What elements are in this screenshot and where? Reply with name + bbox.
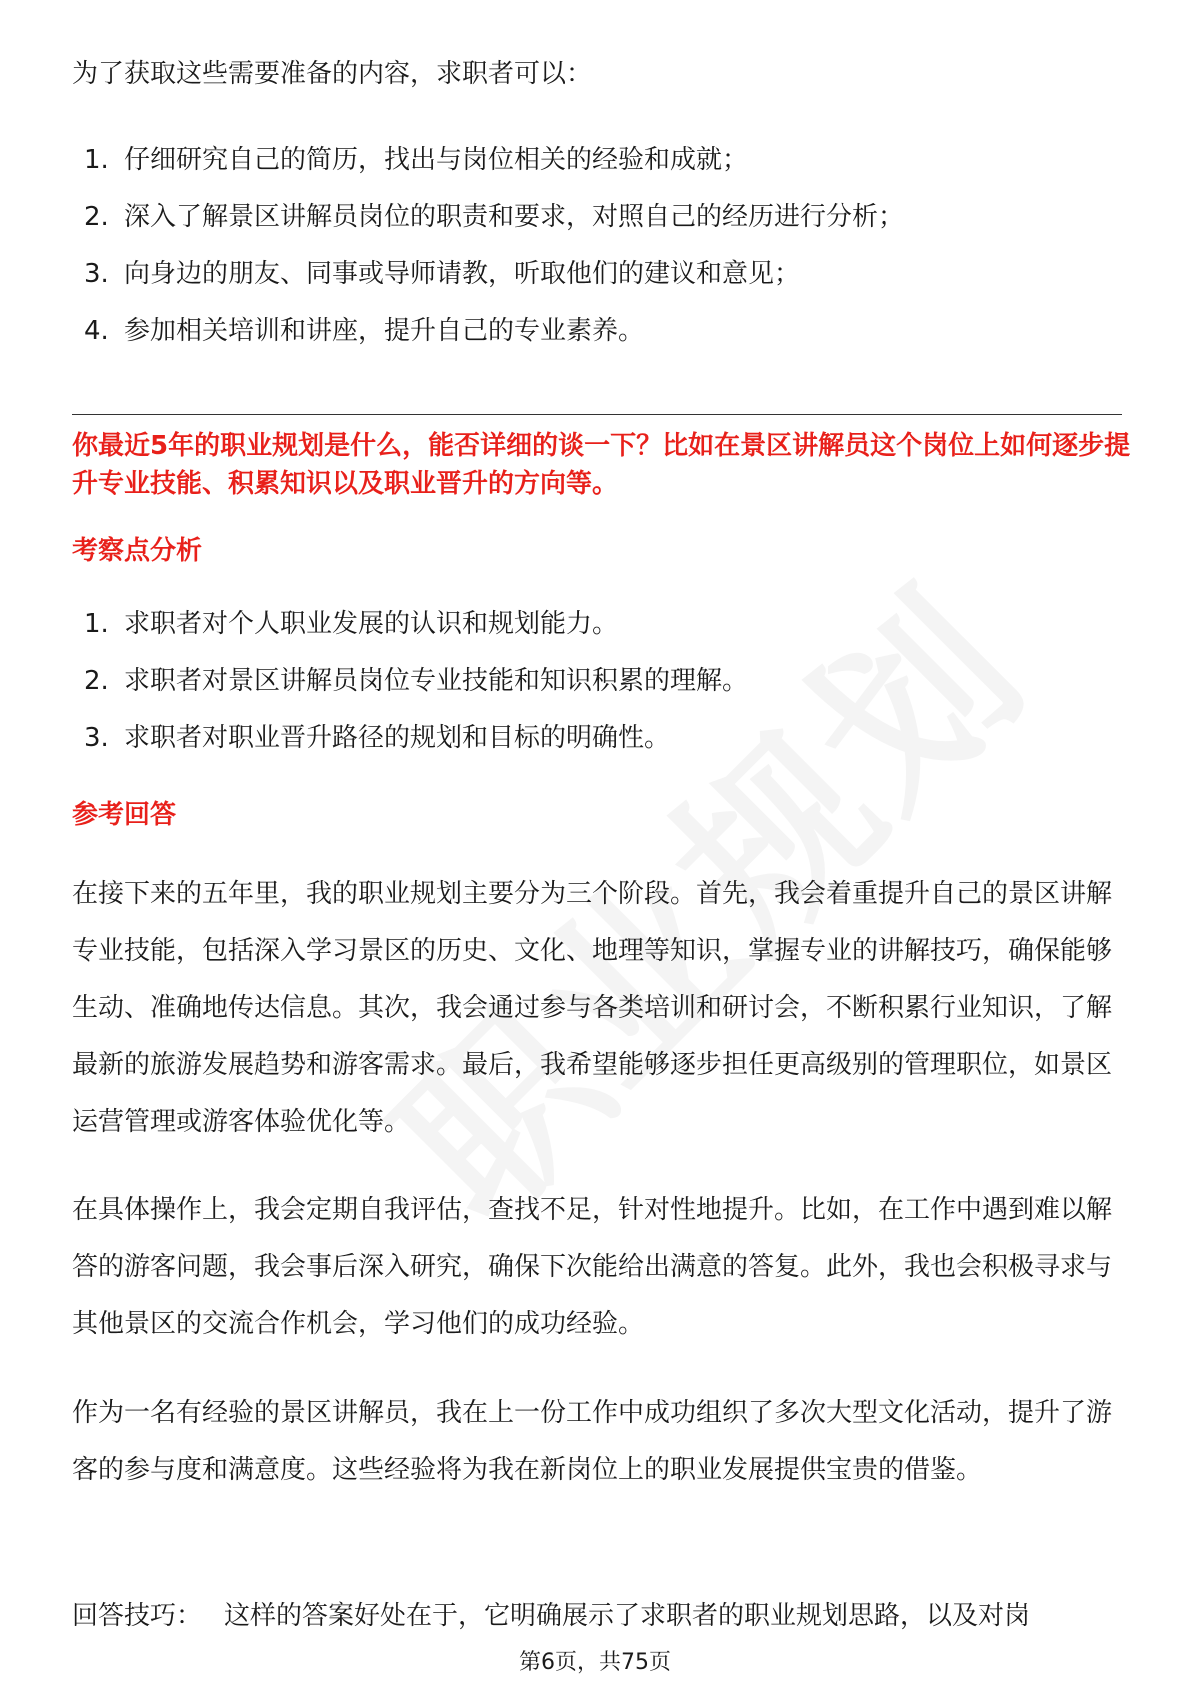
answer-paragraph: 作为一名有经验的景区讲解员，我在上一份工作中成功组织了多次大型文化活动，提升了游客的参与度和满意度。这些经验将为我在新岗位上的职业发展提供宝贵的借鉴。: [72, 1398, 1113, 1485]
list-item-text: 求职者对职业晋升路径的规划和目标的明确性。: [124, 723, 671, 753]
list-item-text: 求职者对景区讲解员岗位专业技能和知识积累的理解。: [124, 666, 749, 696]
answer-paragraph: 在具体操作上，我会定期自我评估，查找不足，针对性地提升。比如，在工作中遇到难以解答的游客问题，我会事后深入研究，确保下次能给出满意的答复。此外，我也会积极寻求与其他景区的交流合作机会，学习他们的成功经验。: [72, 1195, 1113, 1339]
list-item: [84, 189, 1124, 246]
tips-label: 回答技巧：: [72, 1601, 203, 1631]
interview-question: 你最近5年的职业规划是什么，能否详细的谈一下？比如在景区讲解员这个岗位上如何逐步提升专业技能、积累知识以及职业晋升的方向等。: [72, 431, 1131, 499]
list-item: [84, 132, 1124, 189]
prep-list: [84, 132, 1124, 360]
list-item: [84, 303, 1124, 360]
list-item-text: 仔细研究自己的简历，找出与岗位相关的经验和成就；: [124, 145, 749, 175]
page-number: 第6页，共75页: [519, 1650, 671, 1675]
list-number: 4.: [84, 316, 109, 346]
answer-paragraph: 在接下来的五年里，我的职业规划主要分为三个阶段。首先，我会着重提升自己的景区讲解专业技能，包括深入学习景区的历史、文化、地理等知识，掌握专业的讲解技巧，确保能够生动、准确地传达信息。其次，我会通过参与各类培训和研讨会，不断积累行业知识，了解最新的旅游发展趋势和游客需求。最后，我希望能够逐步担任更高级别的管理职位，如景区运营管理或游客体验优化等。: [72, 879, 1113, 1137]
list-number: 2.: [84, 202, 109, 232]
list-item-text: 向身边的朋友、同事或导师请教，听取他们的建议和意见；: [124, 259, 801, 289]
list-item: [84, 653, 1124, 710]
section-divider: [72, 414, 1122, 415]
list-item-text: 求职者对个人职业发展的认识和规划能力。: [124, 609, 619, 639]
list-item: [84, 596, 1124, 653]
answer-tips: [72, 1588, 1132, 1645]
analysis-list: [84, 596, 1124, 767]
list-number: 2.: [84, 666, 109, 696]
list-item: [84, 710, 1124, 767]
intro-text: 为了获取这些需要准备的内容，求职者可以：: [72, 59, 593, 89]
list-item-text: 参加相关培训和讲座，提升自己的专业素养。: [124, 316, 645, 346]
list-item-text: 深入了解景区讲解员岗位的职责和要求，对照自己的经历进行分析；: [124, 202, 905, 232]
tips-text: 这样的答案好处在于，它明确展示了求职者的职业规划思路，以及对岗: [224, 1601, 1031, 1631]
list-number: 3.: [84, 259, 109, 289]
list-item: [84, 246, 1124, 303]
list-number: 3.: [84, 723, 109, 753]
answer-heading: 参考回答: [72, 800, 177, 830]
list-number: 1.: [84, 145, 109, 175]
list-number: 1.: [84, 609, 109, 639]
analysis-heading: 考察点分析: [72, 536, 203, 566]
